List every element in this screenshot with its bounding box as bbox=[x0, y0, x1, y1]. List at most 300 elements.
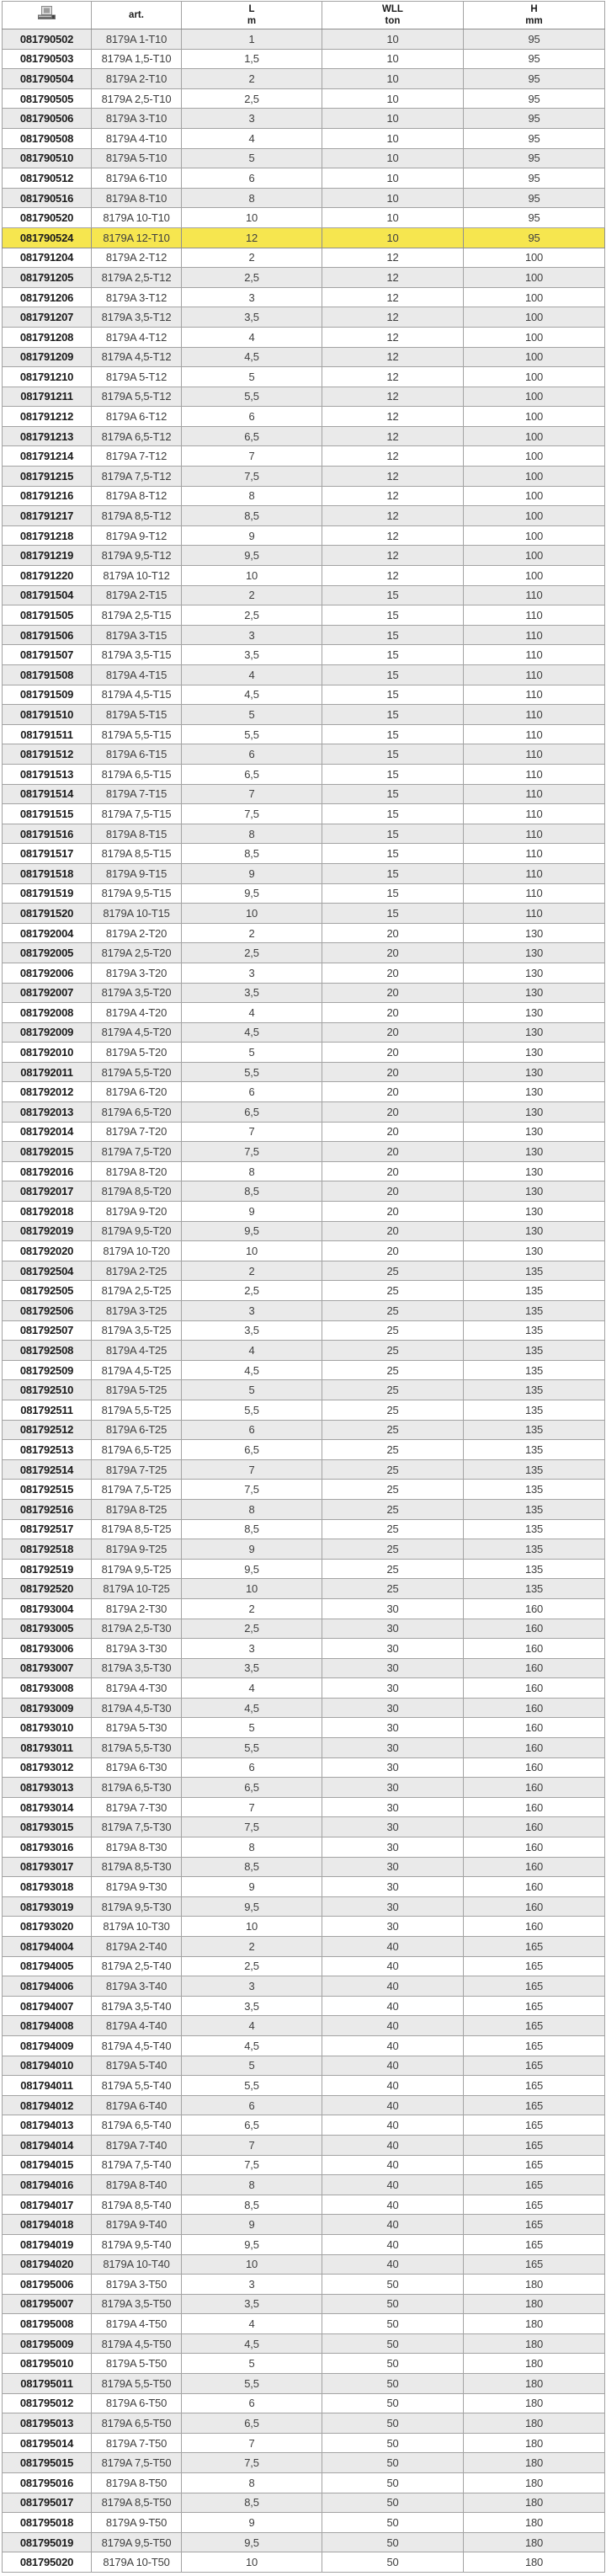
article-code-cell: 081791218 bbox=[3, 525, 92, 546]
art-cell: 8179A 6,5-T25 bbox=[92, 1440, 182, 1460]
table-row[interactable] bbox=[3, 1261, 605, 1281]
height-cell: 135 bbox=[464, 1360, 605, 1380]
wll-cell: 50 bbox=[322, 2393, 464, 2413]
wll-cell: 10 bbox=[322, 109, 464, 129]
length-cell: 8,5 bbox=[182, 1857, 322, 1877]
height-cell: 180 bbox=[464, 2453, 605, 2473]
table-row[interactable] bbox=[3, 2393, 605, 2413]
table-row[interactable] bbox=[3, 1043, 605, 1063]
length-cell: 4,5 bbox=[182, 2333, 322, 2354]
height-cell: 160 bbox=[464, 1797, 605, 1817]
height-cell: 130 bbox=[464, 983, 605, 1003]
article-code-cell: 081793010 bbox=[3, 1718, 92, 1738]
height-column-unit: mm bbox=[525, 16, 543, 26]
table-row[interactable] bbox=[3, 367, 605, 387]
table-row[interactable] bbox=[3, 2374, 605, 2394]
height-cell: 110 bbox=[464, 605, 605, 626]
table-row[interactable] bbox=[3, 605, 605, 626]
height-cell: 110 bbox=[464, 705, 605, 725]
height-cell: 95 bbox=[464, 109, 605, 129]
table-row[interactable] bbox=[3, 1320, 605, 1341]
length-cell: 9,5 bbox=[182, 1559, 322, 1579]
wll-cell: 20 bbox=[322, 1043, 464, 1063]
height-cell: 165 bbox=[464, 2155, 605, 2175]
article-code-cell: 081795019 bbox=[3, 2532, 92, 2552]
art-cell: 8179A 2,5-T12 bbox=[92, 268, 182, 288]
height-cell: 165 bbox=[464, 2195, 605, 2215]
height-cell: 135 bbox=[464, 1261, 605, 1281]
length-cell: 2 bbox=[182, 585, 322, 605]
article-code-cell: 081790505 bbox=[3, 88, 92, 109]
length-cell: 7 bbox=[182, 1459, 322, 1480]
table-row[interactable] bbox=[3, 1499, 605, 1519]
art-cell: 8179A 6-T50 bbox=[92, 2393, 182, 2413]
art-cell: 8179A 3,5-T20 bbox=[92, 983, 182, 1003]
height-cell: 130 bbox=[464, 1142, 605, 1162]
table-row[interactable] bbox=[3, 1937, 605, 1957]
table-row[interactable] bbox=[3, 2215, 605, 2235]
height-cell: 135 bbox=[464, 1400, 605, 1420]
table-row[interactable] bbox=[3, 2493, 605, 2513]
art-cell: 8179A 10-T12 bbox=[92, 566, 182, 586]
table-row[interactable] bbox=[3, 1917, 605, 1937]
height-cell: 130 bbox=[464, 1062, 605, 1082]
wll-cell: 15 bbox=[322, 645, 464, 665]
table-row[interactable] bbox=[3, 525, 605, 546]
table-row[interactable] bbox=[3, 2275, 605, 2295]
wll-cell: 12 bbox=[322, 367, 464, 387]
table-row[interactable] bbox=[3, 2234, 605, 2254]
wll-cell: 20 bbox=[322, 1241, 464, 1261]
height-column-label: H bbox=[530, 3, 538, 14]
wll-cell: 30 bbox=[322, 1738, 464, 1758]
article-code-cell: 081795017 bbox=[3, 2493, 92, 2513]
table-row[interactable] bbox=[3, 1619, 605, 1639]
wll-cell: 25 bbox=[322, 1400, 464, 1420]
length-cell: 10 bbox=[182, 208, 322, 228]
length-cell: 3 bbox=[182, 625, 322, 645]
table-row[interactable] bbox=[3, 2314, 605, 2334]
table-row[interactable] bbox=[3, 387, 605, 407]
table-row[interactable] bbox=[3, 824, 605, 844]
wll-cell: 15 bbox=[322, 764, 464, 784]
table-row[interactable] bbox=[3, 347, 605, 367]
table-row[interactable] bbox=[3, 2195, 605, 2215]
art-cell: 8179A 10-T15 bbox=[92, 904, 182, 924]
table-row[interactable] bbox=[3, 983, 605, 1003]
table-row[interactable] bbox=[3, 2254, 605, 2275]
wll-cell: 15 bbox=[322, 605, 464, 626]
table-row[interactable] bbox=[3, 1062, 605, 1082]
table-row[interactable] bbox=[3, 1598, 605, 1619]
length-cell: 2,5 bbox=[182, 943, 322, 963]
wll-cell: 12 bbox=[322, 506, 464, 526]
table-row[interactable] bbox=[3, 1420, 605, 1440]
table-row[interactable] bbox=[3, 1241, 605, 1261]
art-cell: 8179A 8-T50 bbox=[92, 2473, 182, 2493]
table-row[interactable] bbox=[3, 109, 605, 129]
table-row[interactable] bbox=[3, 327, 605, 347]
table-row[interactable] bbox=[3, 1122, 605, 1142]
article-code-cell: 081791211 bbox=[3, 387, 92, 407]
art-cell: 8179A 8-T15 bbox=[92, 824, 182, 844]
article-code-cell: 081791520 bbox=[3, 904, 92, 924]
table-row[interactable] bbox=[3, 1817, 605, 1837]
table-row[interactable] bbox=[3, 1022, 605, 1043]
height-cell: 135 bbox=[464, 1499, 605, 1519]
table-row[interactable] bbox=[3, 69, 605, 89]
length-cell: 4,5 bbox=[182, 1360, 322, 1380]
height-cell: 180 bbox=[464, 2473, 605, 2493]
height-cell: 160 bbox=[464, 1738, 605, 1758]
wll-cell: 30 bbox=[322, 1857, 464, 1877]
art-cell: 8179A 7-T50 bbox=[92, 2433, 182, 2453]
height-cell: 110 bbox=[464, 625, 605, 645]
table-row[interactable] bbox=[3, 287, 605, 307]
article-code-cell: 081793008 bbox=[3, 1678, 92, 1699]
table-row[interactable] bbox=[3, 1301, 605, 1321]
table-row[interactable] bbox=[3, 724, 605, 744]
table-row[interactable] bbox=[3, 486, 605, 506]
table-row[interactable] bbox=[3, 148, 605, 168]
art-cell: 8179A 6,5-T50 bbox=[92, 2413, 182, 2434]
article-code-cell: 081790504 bbox=[3, 69, 92, 89]
table-row[interactable] bbox=[3, 546, 605, 566]
wll-cell: 15 bbox=[322, 585, 464, 605]
table-row[interactable] bbox=[3, 1181, 605, 1202]
table-row[interactable] bbox=[3, 943, 605, 963]
length-cell: 5 bbox=[182, 705, 322, 725]
height-cell: 100 bbox=[464, 446, 605, 467]
length-cell: 10 bbox=[182, 1917, 322, 1937]
art-cell: 8179A 3-T25 bbox=[92, 1301, 182, 1321]
table-row[interactable] bbox=[3, 863, 605, 883]
art-cell: 8179A 9-T30 bbox=[92, 1877, 182, 1897]
art-cell: 8179A 7-T15 bbox=[92, 784, 182, 804]
table-row[interactable] bbox=[3, 904, 605, 924]
article-code-cell: 081792012 bbox=[3, 1082, 92, 1102]
wll-cell: 25 bbox=[322, 1281, 464, 1301]
article-code-cell: 081791207 bbox=[3, 307, 92, 328]
table-row[interactable] bbox=[3, 1221, 605, 1241]
table-row[interactable] bbox=[3, 2453, 605, 2473]
length-cell: 7 bbox=[182, 446, 322, 467]
length-cell: 3 bbox=[182, 1639, 322, 1659]
table-row[interactable] bbox=[3, 923, 605, 943]
length-cell: 10 bbox=[182, 1241, 322, 1261]
table-row[interactable] bbox=[3, 1202, 605, 1222]
table-row[interactable] bbox=[3, 2115, 605, 2136]
table-row[interactable] bbox=[3, 2333, 605, 2354]
table-row[interactable] bbox=[3, 128, 605, 148]
article-code-cell: 081794014 bbox=[3, 2135, 92, 2155]
table-row[interactable] bbox=[3, 2095, 605, 2115]
height-cell: 100 bbox=[464, 347, 605, 367]
article-code-cell: 081791209 bbox=[3, 347, 92, 367]
table-row[interactable] bbox=[3, 744, 605, 765]
table-row[interactable] bbox=[3, 2354, 605, 2374]
wll-cell: 40 bbox=[322, 2056, 464, 2076]
table-row[interactable] bbox=[3, 1658, 605, 1678]
table-row[interactable] bbox=[3, 1480, 605, 1500]
table-row[interactable] bbox=[3, 208, 605, 228]
height-cell: 95 bbox=[464, 88, 605, 109]
wll-cell: 20 bbox=[322, 943, 464, 963]
table-row[interactable] bbox=[3, 1161, 605, 1181]
table-row[interactable] bbox=[3, 407, 605, 427]
table-row[interactable] bbox=[3, 1738, 605, 1758]
table-row[interactable] bbox=[3, 1956, 605, 1976]
article-code-cell: 081791214 bbox=[3, 446, 92, 467]
table-row[interactable] bbox=[3, 844, 605, 864]
table-row[interactable] bbox=[3, 1896, 605, 1917]
article-code-cell: 081794018 bbox=[3, 2215, 92, 2235]
wll-cell: 15 bbox=[322, 665, 464, 685]
table-row[interactable] bbox=[3, 29, 605, 50]
table-row[interactable] bbox=[3, 1559, 605, 1579]
table-row[interactable] bbox=[3, 1281, 605, 1301]
wll-cell: 40 bbox=[322, 2254, 464, 2275]
art-cell: 8179A 3-T10 bbox=[92, 109, 182, 129]
height-cell: 180 bbox=[464, 2413, 605, 2434]
table-row[interactable] bbox=[3, 426, 605, 446]
table-row[interactable] bbox=[3, 2175, 605, 2195]
art-cell: 8179A 1-T10 bbox=[92, 29, 182, 50]
table-row[interactable] bbox=[3, 446, 605, 467]
article-code-cell: 081792509 bbox=[3, 1360, 92, 1380]
wll-cell: 50 bbox=[322, 2354, 464, 2374]
height-cell: 130 bbox=[464, 1043, 605, 1063]
table-row[interactable] bbox=[3, 1440, 605, 1460]
wll-cell: 20 bbox=[322, 1003, 464, 1023]
length-cell: 3 bbox=[182, 963, 322, 983]
art-cell: 8179A 6-T12 bbox=[92, 407, 182, 427]
height-cell: 165 bbox=[464, 2035, 605, 2056]
table-row[interactable] bbox=[3, 1678, 605, 1699]
table-row[interactable] bbox=[3, 585, 605, 605]
art-cell: 8179A 10-T30 bbox=[92, 1917, 182, 1937]
length-cell: 5 bbox=[182, 2056, 322, 2076]
table-row[interactable] bbox=[3, 188, 605, 208]
table-row[interactable] bbox=[3, 705, 605, 725]
height-cell: 180 bbox=[464, 2493, 605, 2513]
table-row[interactable] bbox=[3, 1519, 605, 1539]
table-row[interactable] bbox=[3, 506, 605, 526]
table-row[interactable] bbox=[3, 1996, 605, 2016]
table-row[interactable] bbox=[3, 1360, 605, 1380]
article-code-cell: 081791208 bbox=[3, 327, 92, 347]
table-row[interactable] bbox=[3, 566, 605, 586]
art-cell: 8179A 5,5-T30 bbox=[92, 1738, 182, 1758]
table-row[interactable] bbox=[3, 1400, 605, 1420]
table-row-highlighted[interactable] bbox=[3, 227, 605, 248]
table-row[interactable] bbox=[3, 268, 605, 288]
table-body bbox=[3, 29, 605, 2573]
table-row[interactable] bbox=[3, 1579, 605, 1599]
article-code-cell: 081793018 bbox=[3, 1877, 92, 1897]
height-cell: 100 bbox=[464, 307, 605, 328]
table-row[interactable] bbox=[3, 1459, 605, 1480]
wll-cell: 15 bbox=[322, 904, 464, 924]
art-cell: 8179A 7,5-T25 bbox=[92, 1480, 182, 1500]
wll-cell: 25 bbox=[322, 1579, 464, 1599]
wll-cell: 25 bbox=[322, 1440, 464, 1460]
length-cell: 9,5 bbox=[182, 2234, 322, 2254]
art-cell: 8179A 8,5-T30 bbox=[92, 1857, 182, 1877]
table-row[interactable] bbox=[3, 2294, 605, 2314]
article-code-cell: 081794017 bbox=[3, 2195, 92, 2215]
table-row[interactable] bbox=[3, 1757, 605, 1778]
table-row[interactable] bbox=[3, 1778, 605, 1798]
article-code-cell: 081792020 bbox=[3, 1241, 92, 1261]
table-row[interactable] bbox=[3, 49, 605, 69]
wll-cell: 30 bbox=[322, 1837, 464, 1858]
table-row[interactable] bbox=[3, 1797, 605, 1817]
art-cell: 8179A 2-T10 bbox=[92, 69, 182, 89]
length-cell: 4 bbox=[182, 327, 322, 347]
wll-cell: 12 bbox=[322, 525, 464, 546]
wll-cell: 20 bbox=[322, 1022, 464, 1043]
table-row[interactable] bbox=[3, 1142, 605, 1162]
article-code-cell: 081791513 bbox=[3, 764, 92, 784]
length-cell: 7,5 bbox=[182, 2155, 322, 2175]
table-row[interactable] bbox=[3, 248, 605, 268]
art-cell: 8179A 2-T40 bbox=[92, 1937, 182, 1957]
table-row[interactable] bbox=[3, 685, 605, 705]
length-cell: 7,5 bbox=[182, 2453, 322, 2473]
table-row[interactable] bbox=[3, 784, 605, 804]
length-cell: 7,5 bbox=[182, 467, 322, 487]
height-cell: 110 bbox=[464, 744, 605, 765]
table-row[interactable] bbox=[3, 1341, 605, 1361]
table-row[interactable] bbox=[3, 1102, 605, 1123]
table-row[interactable] bbox=[3, 804, 605, 824]
table-row[interactable] bbox=[3, 625, 605, 645]
table-row[interactable] bbox=[3, 2513, 605, 2533]
height-cell: 110 bbox=[464, 585, 605, 605]
article-code-cell: 081792008 bbox=[3, 1003, 92, 1023]
table-row[interactable] bbox=[3, 2155, 605, 2175]
table-row[interactable] bbox=[3, 2076, 605, 2096]
art-cell: 8179A 3,5-T15 bbox=[92, 645, 182, 665]
height-cell: 180 bbox=[464, 2513, 605, 2533]
article-code-cell: 081792009 bbox=[3, 1022, 92, 1043]
table-row[interactable] bbox=[3, 665, 605, 685]
table-row[interactable] bbox=[3, 1877, 605, 1897]
height-cell: 135 bbox=[464, 1420, 605, 1440]
art-cell: 8179A 1,5-T10 bbox=[92, 49, 182, 69]
table-row[interactable] bbox=[3, 2135, 605, 2155]
height-cell: 110 bbox=[464, 883, 605, 904]
table-row[interactable] bbox=[3, 2413, 605, 2434]
height-cell: 100 bbox=[464, 525, 605, 546]
printer-icon[interactable] bbox=[37, 6, 56, 20]
table-row[interactable] bbox=[3, 2056, 605, 2076]
wll-cell: 12 bbox=[322, 446, 464, 467]
table-row[interactable] bbox=[3, 1718, 605, 1738]
table-row[interactable] bbox=[3, 2433, 605, 2453]
art-cell: 8179A 6-T10 bbox=[92, 168, 182, 189]
table-row[interactable] bbox=[3, 1003, 605, 1023]
length-cell: 4,5 bbox=[182, 1698, 322, 1718]
art-cell: 8179A 10-T50 bbox=[92, 2552, 182, 2573]
art-cell: 8179A 9-T40 bbox=[92, 2215, 182, 2235]
art-cell: 8179A 10-T20 bbox=[92, 1241, 182, 1261]
table-row[interactable] bbox=[3, 883, 605, 904]
wll-cell: 10 bbox=[322, 128, 464, 148]
art-cell: 8179A 8-T40 bbox=[92, 2175, 182, 2195]
table-row[interactable] bbox=[3, 307, 605, 328]
length-cell: 3,5 bbox=[182, 1658, 322, 1678]
height-cell: 110 bbox=[464, 863, 605, 883]
table-row[interactable] bbox=[3, 88, 605, 109]
wll-cell: 25 bbox=[322, 1559, 464, 1579]
height-cell: 110 bbox=[464, 645, 605, 665]
length-cell: 8,5 bbox=[182, 506, 322, 526]
table-row[interactable] bbox=[3, 1639, 605, 1659]
art-cell: 8179A 8,5-T15 bbox=[92, 844, 182, 864]
table-row[interactable] bbox=[3, 1082, 605, 1102]
art-cell: 8179A 6-T30 bbox=[92, 1757, 182, 1778]
art-cell: 8179A 5-T40 bbox=[92, 2056, 182, 2076]
table-row[interactable] bbox=[3, 1976, 605, 1997]
article-code-cell: 081793015 bbox=[3, 1817, 92, 1837]
table-row[interactable] bbox=[3, 2016, 605, 2036]
length-cell: 4 bbox=[182, 2016, 322, 2036]
table-row[interactable] bbox=[3, 1698, 605, 1718]
length-cell: 10 bbox=[182, 2552, 322, 2573]
length-cell: 2,5 bbox=[182, 1956, 322, 1976]
length-cell: 9,5 bbox=[182, 1896, 322, 1917]
art-cell: 8179A 4,5-T15 bbox=[92, 685, 182, 705]
table-row[interactable] bbox=[3, 2552, 605, 2573]
table-row[interactable] bbox=[3, 1380, 605, 1400]
art-cell: 8179A 8-T30 bbox=[92, 1837, 182, 1858]
length-cell: 4 bbox=[182, 1003, 322, 1023]
wll-cell: 30 bbox=[322, 1598, 464, 1619]
height-cell: 160 bbox=[464, 1639, 605, 1659]
art-cell: 8179A 10-T25 bbox=[92, 1579, 182, 1599]
table-row[interactable] bbox=[3, 1857, 605, 1877]
article-code-cell: 081790520 bbox=[3, 208, 92, 228]
article-code-cell: 081792019 bbox=[3, 1221, 92, 1241]
length-cell: 6,5 bbox=[182, 1102, 322, 1123]
height-cell: 160 bbox=[464, 1757, 605, 1778]
table-row[interactable] bbox=[3, 645, 605, 665]
art-cell: 8179A 3,5-T30 bbox=[92, 1658, 182, 1678]
length-cell: 5,5 bbox=[182, 724, 322, 744]
art-cell: 8179A 4,5-T40 bbox=[92, 2035, 182, 2056]
table-row[interactable] bbox=[3, 1837, 605, 1858]
table-row[interactable] bbox=[3, 963, 605, 983]
table-row[interactable] bbox=[3, 2473, 605, 2493]
table-row[interactable] bbox=[3, 467, 605, 487]
wll-cell: 30 bbox=[322, 1817, 464, 1837]
table-row[interactable] bbox=[3, 2532, 605, 2552]
height-cell: 165 bbox=[464, 2056, 605, 2076]
wll-cell: 15 bbox=[322, 824, 464, 844]
art-cell: 8179A 4-T12 bbox=[92, 327, 182, 347]
art-cell: 8179A 5-T20 bbox=[92, 1043, 182, 1063]
article-code-cell: 081792504 bbox=[3, 1261, 92, 1281]
wll-cell: 40 bbox=[322, 2234, 464, 2254]
table-row[interactable] bbox=[3, 168, 605, 189]
table-row[interactable] bbox=[3, 764, 605, 784]
art-cell: 8179A 8-T25 bbox=[92, 1499, 182, 1519]
table-row[interactable] bbox=[3, 1539, 605, 1560]
height-cell: 160 bbox=[464, 1678, 605, 1699]
table-row[interactable] bbox=[3, 2035, 605, 2056]
